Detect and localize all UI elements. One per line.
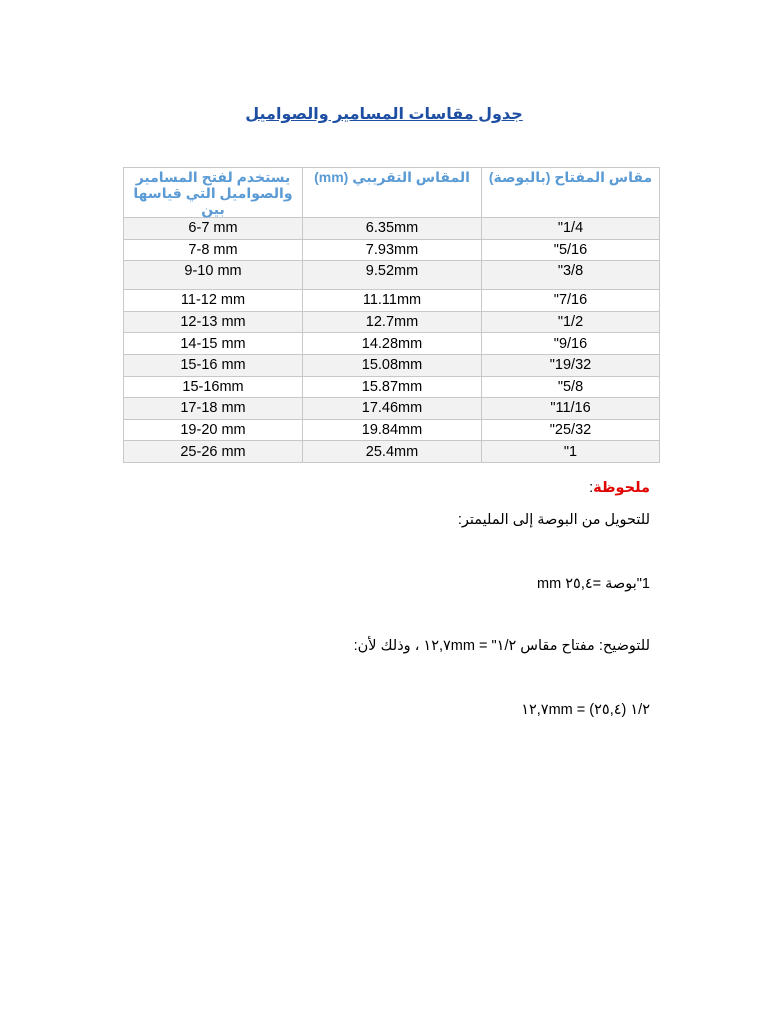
table-row: [124, 261, 660, 290]
note-heading-colon: :: [589, 480, 594, 496]
wrench-size-cell: 25/32": [482, 419, 660, 441]
wrench-size-cell: 1": [482, 441, 660, 463]
table-row: [124, 218, 660, 240]
note-example-line: للتوضيح: مفتاح مقاس ١/٢" = ١٢,٧mm ، وذلك لأن:: [353, 638, 650, 654]
wrench-size-cell: 5/8": [482, 376, 660, 398]
table-row: [124, 333, 660, 355]
usage-range-cell: 11-12 mm: [124, 290, 303, 312]
note-conversion-line: للتحويل من البوصة إلى المليمتر:: [457, 512, 650, 528]
table-row: [124, 376, 660, 398]
table-row: [124, 290, 660, 312]
approx-mm-cell: 11.11mm: [303, 290, 482, 312]
approx-mm-cell: 17.46mm: [303, 398, 482, 420]
approx-mm-cell: 12.7mm: [303, 311, 482, 333]
sizes-table: [123, 167, 660, 463]
usage-range-cell: 19-20 mm: [124, 419, 303, 441]
usage-range-cell: 15-16mm: [124, 376, 303, 398]
usage-range-cell: 12-13 mm: [124, 311, 303, 333]
note-calculation-line: ١/٢ (٢٥,٤) = ١٢,٧mm: [521, 702, 650, 718]
approx-mm-cell: 7.93mm: [303, 239, 482, 261]
approx-mm-cell: 9.52mm: [303, 261, 482, 290]
approx-mm-cell: 19.84mm: [303, 419, 482, 441]
table-row: [124, 419, 660, 441]
approx-mm-cell: 6.35mm: [303, 218, 482, 240]
table-row: [124, 441, 660, 463]
usage-range-cell: 25-26 mm: [124, 441, 303, 463]
wrench-size-cell: 3/8": [482, 261, 660, 290]
usage-range-cell: 7-8 mm: [124, 239, 303, 261]
table-row: [124, 239, 660, 261]
approx-mm-cell: 15.08mm: [303, 354, 482, 376]
wrench-size-cell: 11/16": [482, 398, 660, 420]
page-title: جدول مقاسات المسامير والصواميل: [245, 106, 523, 123]
usage-range-cell: 6-7 mm: [124, 218, 303, 240]
table-row: [124, 398, 660, 420]
approx-mm-cell: 15.87mm: [303, 376, 482, 398]
table-row: [124, 311, 660, 333]
note-inch-equals-line: 1"بوصة =٢٥,٤ mm: [537, 576, 650, 592]
header-wrench-size: مقاس المفتاح (بالبوصة): [482, 168, 660, 218]
table-row: [124, 354, 660, 376]
usage-range-cell: 9-10 mm: [124, 261, 303, 290]
header-approx-size: المقاس التقريبي (mm): [303, 168, 482, 218]
table-header-row: [124, 168, 660, 218]
usage-range-cell: 17-18 mm: [124, 398, 303, 420]
note-heading-text: ملحوظة: [593, 480, 650, 496]
wrench-size-cell: 1/4": [482, 218, 660, 240]
approx-mm-cell: 14.28mm: [303, 333, 482, 355]
usage-range-cell: 15-16 mm: [124, 354, 303, 376]
wrench-size-cell: 1/2": [482, 311, 660, 333]
header-usage: يستخدم لفتح المسامير والصواميل التي قياسها بين: [124, 168, 303, 218]
wrench-size-cell: 19/32": [482, 354, 660, 376]
approx-mm-cell: 25.4mm: [303, 441, 482, 463]
wrench-size-cell: 5/16": [482, 239, 660, 261]
usage-range-cell: 14-15 mm: [124, 333, 303, 355]
wrench-size-cell: 9/16": [482, 333, 660, 355]
note-heading: [589, 480, 650, 496]
wrench-size-cell: 7/16": [482, 290, 660, 312]
